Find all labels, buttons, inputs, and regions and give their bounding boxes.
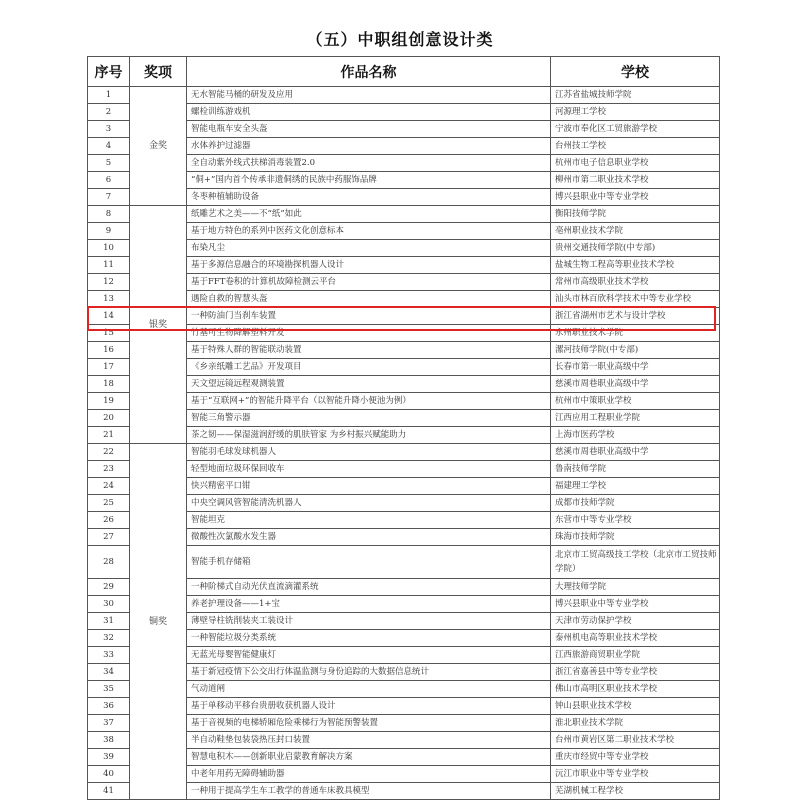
row-number: 11 <box>88 257 130 274</box>
work-name: 智能电瓶车安全头盔 <box>187 121 551 138</box>
row-number: 14 <box>88 308 130 325</box>
row-number: 30 <box>88 596 130 613</box>
school-name: 亳州职业技术学院 <box>551 223 720 240</box>
header-school: 学校 <box>551 57 720 87</box>
work-name: 一种阶梯式自动光伏直流滴灌系统 <box>187 579 551 596</box>
work-name: 遇险自救的智慧头盔 <box>187 291 551 308</box>
school-name: 江苏省盐城技师学院 <box>551 87 720 104</box>
row-number: 25 <box>88 495 130 512</box>
work-name: 智慧电积木——创新职业启蒙教育解决方案 <box>187 749 551 766</box>
award-cell-silver: 银奖 <box>130 206 187 444</box>
row-number: 18 <box>88 376 130 393</box>
school-name: 泰州机电高等职业技术学校 <box>551 630 720 647</box>
work-name: “侗+”国内首个传承非遗侗绣的民族中药服饰品牌 <box>187 172 551 189</box>
school-name: 宁波市奉化区工贸旅游学校 <box>551 121 720 138</box>
work-name: 微酸性次氯酸水发生器 <box>187 529 551 546</box>
work-name: 薄壁导柱铣削装夹工装设计 <box>187 613 551 630</box>
school-name: 漯河技师学院(中专部) <box>551 342 720 359</box>
school-name: 台州市黄岩区第二职业技术学校 <box>551 732 720 749</box>
table-row <box>88 206 720 223</box>
row-number: 35 <box>88 681 130 698</box>
work-name: 天文望远镜远程观测装置 <box>187 376 551 393</box>
table-header-row <box>88 57 720 87</box>
school-name: 芜湖机械工程学校 <box>551 783 720 800</box>
row-number: 19 <box>88 393 130 410</box>
school-name: 江西旅游商贸职业学院 <box>551 647 720 664</box>
header-award: 奖项 <box>130 57 187 87</box>
row-number: 39 <box>88 749 130 766</box>
school-name: 慈溪市周巷职业高级中学 <box>551 444 720 461</box>
school-name: 衡阳技师学院 <box>551 206 720 223</box>
school-name: 杭州市电子信息职业学校 <box>551 155 720 172</box>
school-name: 台州技工学校 <box>551 138 720 155</box>
work-name: 无蓝光母婴智能健康灯 <box>187 647 551 664</box>
school-name: 珠海市技师学院 <box>551 529 720 546</box>
school-name: 北京市工贸高级技工学校（北京市工贸技师学院） <box>551 546 720 579</box>
row-number: 33 <box>88 647 130 664</box>
awards-table <box>87 56 720 800</box>
school-name: 永州职业技术学院 <box>551 325 720 342</box>
row-number: 6 <box>88 172 130 189</box>
school-name: 东营市中等专业学校 <box>551 512 720 529</box>
school-name: 慈溪市周巷职业高级中学 <box>551 376 720 393</box>
school-name: 柳州市第二职业技术学校 <box>551 172 720 189</box>
row-number: 5 <box>88 155 130 172</box>
school-name: 汕头市林百欣科学技术中等专业学校 <box>551 291 720 308</box>
work-name: 半自动鞋垫包装袋热压封口装置 <box>187 732 551 749</box>
row-number: 4 <box>88 138 130 155</box>
row-number: 2 <box>88 104 130 121</box>
row-number: 24 <box>88 478 130 495</box>
work-name: 基于特殊人群的智能联动装置 <box>187 342 551 359</box>
row-number: 12 <box>88 274 130 291</box>
school-name: 上海市医药学校 <box>551 427 720 444</box>
work-name: 智能手机存储箱 <box>187 546 551 579</box>
work-name: 轻型地面垃圾环保回收车 <box>187 461 551 478</box>
row-number: 31 <box>88 613 130 630</box>
table-body <box>88 87 720 800</box>
school-name: 盐城生物工程高等职业技术学校 <box>551 257 720 274</box>
work-name: 基于音视频的电梯轿厢危险乘梯行为智能预警装置 <box>187 715 551 732</box>
school-name: 佛山市高明区职业技术学校 <box>551 681 720 698</box>
work-name: 中老年用药无障碍辅助器 <box>187 766 551 783</box>
work-name: 智能坦克 <box>187 512 551 529</box>
school-name: 博兴县职业中等专业学校 <box>551 596 720 613</box>
work-name: 中央空调风管智能清洗机器人 <box>187 495 551 512</box>
row-number: 40 <box>88 766 130 783</box>
work-name: 一种用于提高学生车工教学的普通车床教具模型 <box>187 783 551 800</box>
school-name: 成都市技师学院 <box>551 495 720 512</box>
row-number: 21 <box>88 427 130 444</box>
award-cell-gold: 金奖 <box>130 87 187 206</box>
school-name: 江西应用工程职业学院 <box>551 410 720 427</box>
table-row <box>88 444 720 461</box>
school-name: 博兴县职业中等专业学校 <box>551 189 720 206</box>
row-number: 15 <box>88 325 130 342</box>
work-name: 螺栓训练游戏机 <box>187 104 551 121</box>
row-number: 36 <box>88 698 130 715</box>
school-name: 福建理工学校 <box>551 478 720 495</box>
school-name: 贵州交通技师学院(中专部) <box>551 240 720 257</box>
school-name: 大理技师学院 <box>551 579 720 596</box>
row-number: 26 <box>88 512 130 529</box>
school-name: 鲁南技师学院 <box>551 461 720 478</box>
work-name: 快兴精密平口钳 <box>187 478 551 495</box>
work-name: 基于地方特色的系列中医药文化创意标本 <box>187 223 551 240</box>
school-name: 淮北职业技术学院 <box>551 715 720 732</box>
work-name: 基于“互联网+”的智能升降平台（以智能升降小便池为例） <box>187 393 551 410</box>
school-name: 常州市高级职业技术学校 <box>551 274 720 291</box>
table-row <box>88 87 720 104</box>
header-no: 序号 <box>88 57 130 87</box>
work-name: 《乡亲纸雕工艺品》开发项目 <box>187 359 551 376</box>
row-number: 28 <box>88 546 130 579</box>
row-number: 10 <box>88 240 130 257</box>
work-name: 纸雕艺术之美——不“纸”如此 <box>187 206 551 223</box>
school-name: 长春市第一职业高级中学 <box>551 359 720 376</box>
row-number: 34 <box>88 664 130 681</box>
work-name: 冬枣种植辅助设备 <box>187 189 551 206</box>
school-name: 河源理工学校 <box>551 104 720 121</box>
work-name: 基于FFT卷积的计算机故障检测云平台 <box>187 274 551 291</box>
work-name: 气动道闸 <box>187 681 551 698</box>
school-name: 杭州市中策职业学校 <box>551 393 720 410</box>
work-name: 一种防油门当刹车装置 <box>187 308 551 325</box>
row-number: 41 <box>88 783 130 800</box>
work-name: 布染凡尘 <box>187 240 551 257</box>
work-name: 智能三角警示器 <box>187 410 551 427</box>
school-name: 天津市劳动保护学校 <box>551 613 720 630</box>
school-name: 钟山县职业技术学校 <box>551 698 720 715</box>
work-name: 智能羽毛球发球机器人 <box>187 444 551 461</box>
row-number: 9 <box>88 223 130 240</box>
work-name: 全自动紫外线式扶梯消毒装置2.0 <box>187 155 551 172</box>
work-name: 基于单移动平移台贵册收获机器人设计 <box>187 698 551 715</box>
row-number: 23 <box>88 461 130 478</box>
row-number: 8 <box>88 206 130 223</box>
school-name: 浙江省湖州市艺术与设计学校 <box>551 308 720 325</box>
award-cell-bronze: 铜奖 <box>130 444 187 800</box>
row-number: 16 <box>88 342 130 359</box>
header-name: 作品名称 <box>187 57 551 87</box>
page-title: （五）中职组创意设计类 <box>306 30 494 49</box>
work-name: 竹基可生物降解塑料开发 <box>187 325 551 342</box>
row-number: 1 <box>88 87 130 104</box>
row-number: 7 <box>88 189 130 206</box>
work-name: 无水智能马桶的研发及应用 <box>187 87 551 104</box>
row-number: 17 <box>88 359 130 376</box>
row-number: 13 <box>88 291 130 308</box>
work-name: 养老护理设备——1+宝 <box>187 596 551 613</box>
school-name: 重庆市经贸中等专业学校 <box>551 749 720 766</box>
school-name: 浙江省嘉善县中等专业学校 <box>551 664 720 681</box>
row-number: 37 <box>88 715 130 732</box>
row-number: 27 <box>88 529 130 546</box>
work-name: 水体养护过滤器 <box>187 138 551 155</box>
work-name: 基于多源信息融合的环境勘探机器人设计 <box>187 257 551 274</box>
row-number: 3 <box>88 121 130 138</box>
work-name: 茶之韧——保湿滋润舒缓的肌肤管家 为乡村振兴赋能助力 <box>187 427 551 444</box>
work-name: 一种智能垃圾分类系统 <box>187 630 551 647</box>
row-number: 32 <box>88 630 130 647</box>
school-name: 沅江市职业中等专业学校 <box>551 766 720 783</box>
row-number: 38 <box>88 732 130 749</box>
row-number: 20 <box>88 410 130 427</box>
row-number: 22 <box>88 444 130 461</box>
row-number: 29 <box>88 579 130 596</box>
work-name: 基于新冠疫情下公交出行体温监测与身份追踪的大数据信息统计 <box>187 664 551 681</box>
